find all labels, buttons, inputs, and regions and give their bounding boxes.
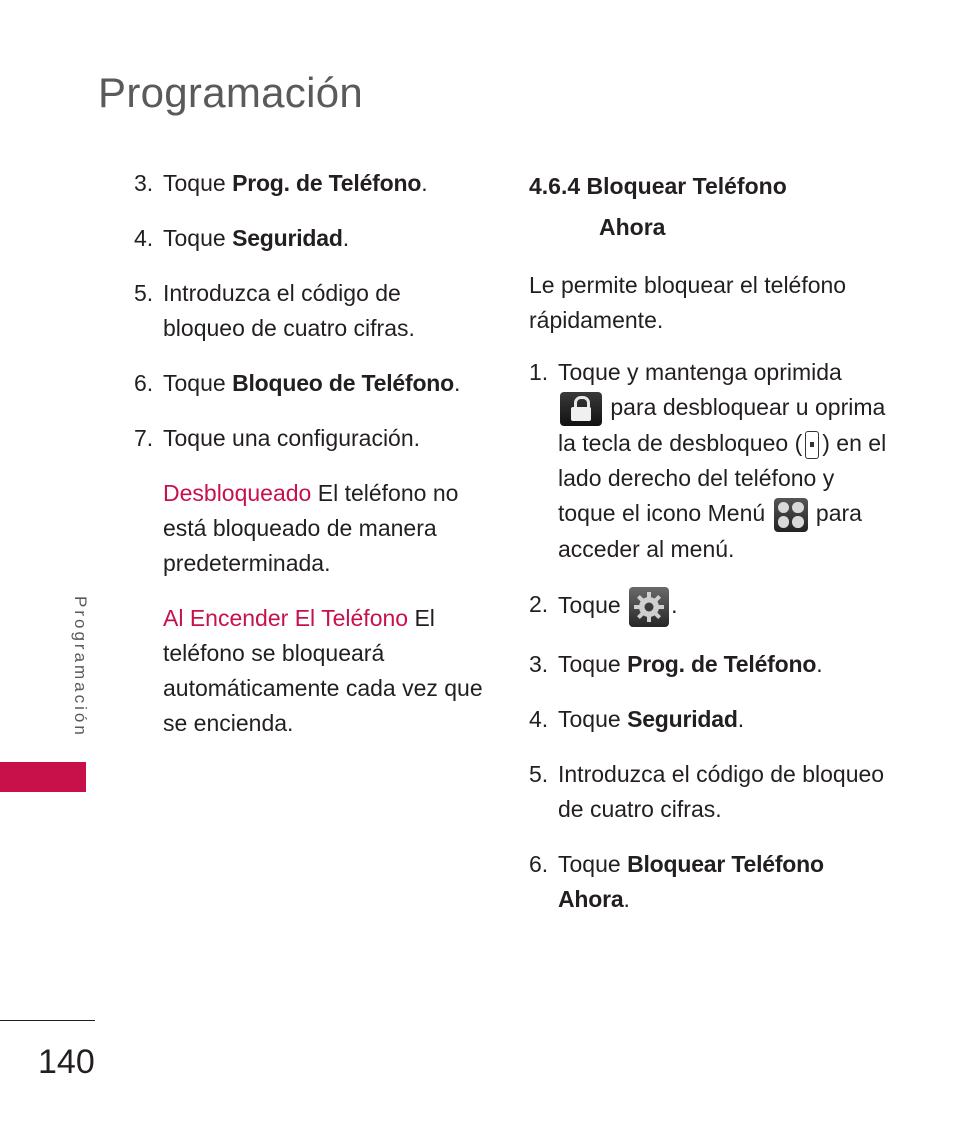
step-text: Toque <box>163 225 233 251</box>
step-text: Toque <box>558 850 628 877</box>
section-tab-marker <box>0 762 86 792</box>
step-text: Toque <box>163 370 233 396</box>
step-text: ) en el lado derecho del teléfono y toque el icono Menú <box>558 429 887 526</box>
option-description <box>134 476 484 581</box>
option-name: Al Encender El Teléfono <box>163 605 409 631</box>
menu-path: Prog. de Teléfono <box>232 170 422 196</box>
step-text: . <box>816 650 823 677</box>
menu-path: Seguridad <box>627 705 738 732</box>
side-section-label: Programación <box>71 596 90 738</box>
step-text: Toque <box>163 170 233 196</box>
list-item <box>529 702 889 737</box>
step-number: 4. <box>529 705 549 732</box>
footer-divider <box>0 1020 95 1021</box>
step-number: 4. <box>134 225 154 251</box>
step-text: . <box>342 225 350 251</box>
step-text: Toque y mantenga oprimida <box>558 359 842 385</box>
section-title-line2: Ahora <box>599 214 666 240</box>
step-text: Toque una configuración. <box>163 425 421 451</box>
step-text: . <box>623 885 630 912</box>
list-item <box>134 276 484 346</box>
step-text: Toque <box>558 705 628 732</box>
list-item <box>134 421 484 456</box>
step-text: para desbloquear u oprima la tecla de desbloqueo <box>558 394 886 456</box>
page-number: 140 <box>38 1043 95 1081</box>
right-column <box>529 166 889 937</box>
section-heading <box>529 166 889 248</box>
step-number: 2. <box>529 590 549 617</box>
step-text: . <box>421 170 428 196</box>
step-number: 3. <box>529 650 549 677</box>
list-item <box>134 221 484 256</box>
step-number: 5. <box>529 760 549 787</box>
section-title-line1: Bloquear Teléfono <box>586 173 787 199</box>
list-item <box>529 587 889 627</box>
page-title: Programación <box>98 69 364 116</box>
list-item <box>529 847 889 917</box>
step-text: . <box>671 591 678 618</box>
menu-path: Bloqueo de Teléfono <box>232 370 454 396</box>
section-number: 4.6.4 <box>529 173 581 199</box>
list-item <box>134 366 484 401</box>
menu-path: Bloquear Teléfono Ahora <box>558 850 824 912</box>
option-desc: El teléfono no está bloqueado de manera predeterminada. <box>163 480 459 576</box>
left-column <box>134 166 484 761</box>
list-item <box>529 757 889 827</box>
menu-grid-icon <box>774 498 808 532</box>
step-number: 3. <box>134 170 154 196</box>
step-number: 7. <box>134 425 154 451</box>
step-text: . <box>454 370 461 396</box>
step-number: 5. <box>134 280 154 306</box>
step-text: . <box>737 705 745 732</box>
step-number: 6. <box>529 850 549 877</box>
list-item <box>529 355 889 567</box>
intro-paragraph: Le permite bloquear el teléfono rápidamente. <box>529 272 847 333</box>
option-desc: El teléfono se bloqueará automáticamente cada vez que se encienda. <box>163 605 483 736</box>
step-number: 1. <box>529 359 549 385</box>
step-text: Introduzca el código de bloqueo de cuatro cifras. <box>163 280 415 341</box>
step-text: Toque <box>558 591 621 618</box>
lock-icon <box>560 392 602 426</box>
step-text: Toque <box>558 650 628 677</box>
side-key-icon <box>805 431 819 459</box>
menu-path: Prog. de Teléfono <box>627 650 817 677</box>
step-text: para acceder al menú. <box>558 499 862 562</box>
step-text: ( <box>794 429 803 456</box>
list-item <box>529 647 889 682</box>
settings-gear-icon <box>629 587 669 627</box>
list-item <box>134 166 484 201</box>
option-name: Desbloqueado <box>163 480 312 506</box>
menu-path: Seguridad <box>232 225 343 251</box>
option-description <box>134 601 484 741</box>
step-number: 6. <box>134 370 154 396</box>
step-text: Introduzca el código de bloqueo de cuatro cifras. <box>558 760 885 822</box>
